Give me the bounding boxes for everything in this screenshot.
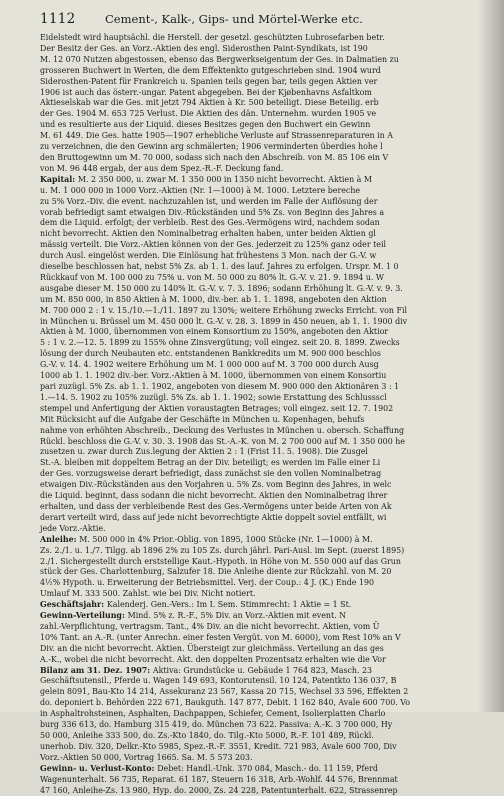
section-heading: Gewinn-Verteilung:: [40, 611, 128, 621]
text-line: [40, 33, 498, 44]
text-line: [40, 44, 498, 55]
line-text: burg 336 613, do. Hamburg 315 419, do. München 73 622. Passiva: A.-K. 3 700 000, Hy: [40, 720, 393, 730]
text-line: [40, 120, 498, 131]
text-line: [40, 415, 498, 426]
text-line: [40, 284, 498, 295]
text-line: [40, 142, 498, 153]
text-line: [40, 197, 498, 208]
text-line: [40, 426, 498, 437]
line-text: 10% Tant. an A.-R. (unter Anrechn. einer festen Vergüt. von M. 6000), vom Rest 10% an V: [40, 632, 401, 642]
line-text: Vorz.-Aktien 50 000, Vortrag 1665. Sa. M. 5 573 203.: [40, 752, 253, 762]
line-text: Rückl. beschloss die G.-V. v. 30. 3. 1908 das St.-A.-K. von M. 2 700 000 auf M. 1 350 000 he: [40, 436, 405, 446]
line-text: pari zuzügl. 5% Zs. ab 1. 1. 1902, angeboten von diesem M. 900 000 den Aktionären 3 : 1: [40, 382, 400, 391]
text-line: [40, 557, 498, 568]
line-text: 1906 ist auch das österr.-ungar. Patent abgegeben. Bei der Kjøbenhavns Asfaltkom: [40, 87, 372, 97]
document-body: [40, 33, 498, 796]
line-text: der Ges. 1904 M. 653 725 Verlust. Die Aktien des dän. Unternehm. wurden 1905 ve: [40, 109, 377, 119]
line-text: derart verteilt wird, dass auf jede nicht bevorrechtigte Aktie doppelt soviel entfällt, wi: [40, 512, 387, 522]
line-text: in Asphaltrohsteinen, Asphalten, Dachpappen, Schiefer, Cement, Isolierplatten Charlo: [40, 709, 386, 719]
text-line: [40, 109, 498, 120]
line-text: durch Ausl. eingelöst werden. Die Einlösung hat frühestens 3 Mon. nach der G.-V. w: [40, 251, 377, 261]
line-text: um M. 850 000, in 850 Aktien à M. 1000, div.-ber. ab 1. 1. 1898, angeboten den Aktion: [40, 294, 387, 304]
text-line: [40, 164, 498, 175]
line-text: lösung der durch Neubauten etc. entstandenen Bankkredits um M. 900 000 beschlos: [40, 349, 381, 359]
text-line: [40, 327, 498, 338]
line-text: jede Vorz.-Aktie.: [40, 523, 106, 533]
line-text: M. 12 070 Nutzen abgestossen, ebenso das Bergwerkseigentum der Ges. in Dalmatien zu: [40, 54, 399, 64]
section-heading: Kapital:: [40, 174, 78, 184]
text-line: [40, 349, 498, 360]
text-line: [40, 66, 498, 77]
line-text: M. 61 449. Die Ges. hatte 1905—1907 erhebliche Verluste auf Strassenreparaturen in A: [40, 131, 393, 141]
line-text: stempel und Anfertigung der Aktien voraustagten Betrages; voll eingez. seit 12. 7. 1902: [40, 403, 394, 413]
text-line: [40, 393, 498, 404]
line-text: M. 2 350 000, u. zwar M. 1 350 000 in 1350 nicht bevorrecht. Aktien à M: [77, 174, 372, 184]
line-text: ausgabe dieser M. 150 000 zu 140% lt. G.-V. v. 7. 3. 1896; sodann Erhöhung lt. G.-V. v. 9. 3.: [40, 283, 403, 293]
text-line: [40, 535, 498, 546]
line-text: Mind. 5% z. R.-F., 5% Div. an Vorz.-Aktien mit event. N: [127, 611, 347, 621]
line-text: Wagenunterhalt. 56 735, Reparat. 61 187, Steuern 16 318, Arb.-Wohlf. 44 576, Brennmat: [40, 774, 398, 784]
text-line: [40, 131, 498, 142]
text-line: [40, 611, 498, 622]
text-line: [40, 317, 498, 328]
line-text: 4½% Hypoth. u. Erweiterung der Betriebsmittel. Verj. der Coup.: 4 J. (K.) Ende 190: [40, 578, 375, 588]
text-line: [40, 578, 498, 589]
line-text: 1000 ab 1. 1. 1902 div.-ber. Vorz.-Aktien à M. 1000, übernommen von einem Konsortiu: [40, 371, 387, 381]
text-line: [40, 687, 498, 698]
line-text: Div. an die nicht bevorrecht. Aktien. Übersteigt zur gleichmäss. Verteilung an das ges: [40, 643, 384, 653]
text-line: [40, 437, 498, 448]
line-text: zu verzeichnen, die den Gewinn arg schmälerten; 1906 verminderten überdies hohe l: [40, 142, 383, 152]
text-line: [40, 55, 498, 66]
line-text: in München u. Brüssel um M. 450 000 lt. G.-V. v. 28. 3. 1899 in 450 neuen, ab 1. 1. 1900 div: [40, 316, 408, 326]
text-line: [40, 306, 498, 317]
line-text: 47 160, Anleihe-Zs. 13 980, Hyp. do. 2000, Zs. 24 228, Patentunterhalt. 622, Strassenrep: [40, 785, 398, 795]
line-text: zahl.-Verpflichtung, vertragsm. Tant., 4% Div. an die nicht bevorrecht. Aktien, vom Ü: [40, 621, 380, 631]
text-line: [40, 786, 498, 796]
text-line: [40, 218, 498, 229]
text-line: [40, 88, 498, 99]
text-line: [40, 371, 498, 382]
text-line: [40, 524, 498, 535]
line-text: Siderosthen-Patent für Frankreich u. Spanien teils gegen bar, teils gegen Aktien ver: [40, 76, 378, 86]
text-line: [40, 633, 498, 644]
line-text: erhalten, und dass der verbleibende Rest des Ges.-Vermögens unter beide Arten von Ak: [40, 501, 392, 511]
line-text: stück der Ges. Charlottenburg, Salzufer 18. Die Anleihe diente zur Rückzahl. von M. 20: [40, 567, 392, 577]
line-text: etwaigen Div.-Rückständen aus den Vorjahren u. 5% Zs. vom Beginn des Jahres, in welc: [40, 480, 392, 490]
line-text: unerhob. Div. 320, Delkr.-Kto 5985, Spez.-R.-F. 3551, Kredit. 721 983, Avale 600 700, Div: [40, 741, 397, 751]
text-line: [40, 698, 498, 709]
line-text: 2./1. Sichergestellt durch erststellige Kaut.-Hypoth. in Höhe von M. 550 000 auf das Grun: [40, 556, 401, 566]
line-text: 1.—14. 5. 1902 zu 105% zuzügl. 5% Zs. ab 1. 1. 1902; sowie Erstattung des Schlussscl: [40, 392, 387, 402]
section-heading: Geschäftsjahr:: [40, 600, 107, 610]
page-number: 1112: [40, 11, 76, 27]
section-heading: Anleihe:: [40, 534, 80, 544]
line-text: der Ges. vorzugsweise derart befriedigt, dass zunächst sie den vollen Nominalbetrag: [40, 469, 382, 479]
line-text: St.-A. bleiben mit doppeltem Betrag an der Div. beteiligt; es werden im Falle einer Li: [40, 458, 381, 468]
text-line: [40, 775, 498, 786]
line-text: grosseren Buchwert in Werten, die dem Effektenkto gutgeschrieben sind. 1904 wurd: [40, 65, 381, 75]
text-line: [40, 360, 498, 371]
text-line: [40, 295, 498, 306]
line-text: und es resultierte aus der Liquid. dieses Besitzes gegen den Buchwert ein Gewinn: [40, 120, 371, 130]
line-text: von M. 96 448 ergab, der aus dem Spez.-R.-F. Deckung fand.: [40, 163, 284, 173]
text-line: [40, 338, 498, 349]
text-line: [40, 98, 498, 109]
text-line: [40, 469, 498, 480]
text-line: [40, 622, 498, 633]
line-text: Aktien à M. 1000, übernommen von einem Konsortium zu 150%, angeboten den Aktior: [40, 327, 389, 337]
line-text: zu 5% Vorz.-Div. die event. nachzuzahlen ist, und werden im Falle der Auflösung der: [40, 196, 378, 206]
text-line: [40, 546, 498, 557]
line-text: do. deponiert b. Behörden 222 671, Baukguth. 147 877, Debit. 1 162 840, Avale 600 700. Vo: [40, 698, 410, 708]
line-text: vorab befriedigt samt etwaigen Div.-Rückständen und 5% Zs. von Beginn des Jahres a: [40, 207, 385, 217]
text-line: [40, 764, 498, 775]
text-line: [40, 589, 498, 600]
text-line: [40, 262, 498, 273]
text-line: [40, 240, 498, 251]
line-text: Geschäftsutensil., Pferde u. Wagen 149 693, Kontorutensil. 10 124, Patentkto 136 037, B: [40, 676, 397, 686]
text-line: [40, 742, 498, 753]
text-line: [40, 273, 498, 284]
text-line: [40, 676, 498, 687]
line-text: M. 500 000 in 4% Prior.-Oblig. von 1895, 1000 Stücke (Nr. 1—1000) à M.: [79, 534, 373, 544]
line-text: 5 : 1 v. 2.—12. 5. 1899 zu 155% ohne Zinsvergütung; voll eingez. seit 20. 8. 1899. Zwecks: [40, 338, 400, 348]
line-text: Zs. 2./1. u. 1./7. Tilgg. ab 1896 2% zu 105 Zs. durch jährl. Pari-Ausl. im Sept. (zuerst 1895): [40, 545, 405, 555]
text-line: [40, 709, 498, 720]
line-text: u. M. 1 000 000 in 1000 Vorz.-Aktien (Nr. 1—1000) à M. 1000. Letztere bereche: [40, 185, 361, 195]
text-line: [40, 229, 498, 240]
text-line: [40, 644, 498, 655]
line-text: dieselbe beschlossen hat, nebst 5% Zs. ab 1. 1. des lauf. Jahres zu erfolgen. Urspr. M. 1 0: [40, 262, 399, 272]
line-text: A.-K., wobei die nicht bevorrecht. Akt. den doppelten Prozentsatz erhalten wie die Vor: [40, 654, 386, 664]
line-text: Rückkauf von M. 100 000 zu 75% u. von M. 50 000 zu 80% lt. G.-V. v. 21. 9. 1894 u. W: [40, 272, 385, 282]
text-line: [40, 251, 498, 262]
section-heading: Gewinn- u. Verlust-Konto:: [40, 763, 158, 773]
line-text: mässig verteilt. Die Vorz.-Aktien können von der Ges. jederzeit zu 125% ganz oder teil: [40, 240, 387, 250]
line-text: M. 700 000 2 : 1 v. 15./10.—1./11. 1897 zu 130%; weitere Erhöhung zwecks Erricht. von Fil: [40, 305, 408, 315]
line-text: dem die Liquid. erfolgt; der verbleib. Rest des Ges.-Vermögens wird, nachdem sodan: [40, 218, 380, 228]
running-title: Cement-, Kalk-, Gips- und Mörtel-Werke etc.: [105, 12, 363, 26]
text-line: [40, 77, 498, 88]
text-line: [40, 458, 498, 469]
text-line: [40, 447, 498, 458]
text-line: [40, 502, 498, 513]
text-line: [40, 720, 498, 731]
text-line: [40, 404, 498, 415]
line-text: Umlauf M. 333 500. Zahlst. wie bei Div. Nicht notiert.: [40, 589, 256, 599]
line-text: die Liquid. beginnt, dass sodann die nicht bevorrecht. Aktien den Nominalbetrag ihrer: [40, 491, 388, 501]
line-text: G.-V. v. 14. 4. 1902 weitere Erhöhung um M. 1 000 000 auf M. 3 700 000 durch Ausg: [40, 360, 379, 370]
text-line: [40, 382, 498, 393]
line-text: Eidelstedt wird hauptsächl. die Herstell. der gesetzl. geschützten Lubrosefarben betr.: [40, 33, 385, 42]
text-line: [40, 208, 498, 219]
text-line: [40, 567, 498, 578]
text-line: [40, 186, 498, 197]
text-line: [40, 153, 498, 164]
line-text: 50 000, Anleihe 333 500, do. Zs.-Kto 1840, do. Tilg.-Kto 5000, R.-F. 101 489, Rückl.: [40, 731, 374, 740]
text-line: [40, 753, 498, 764]
text-line: [40, 480, 498, 491]
page-header: [40, 11, 490, 33]
text-line: [40, 731, 498, 742]
text-line: [40, 175, 498, 186]
line-text: Aktiva: Grundstücke u. Gebäude 1 764 823, Masch. 23: [152, 665, 373, 675]
line-text: Der Besitz der Ges. an Vorz.-Aktien des engl. Siderosthen Paint-Syndikats, ist 190: [40, 43, 368, 53]
text-line: [40, 491, 498, 502]
line-text: Mit Rücksicht auf die Aufgabe der Geschäfte in München u. Kopenhagen, behufs: [40, 414, 365, 424]
section-heading: Bilanz am 31. Dez. 1907:: [40, 665, 153, 675]
line-text: nicht bevorrecht. Aktien den Nominalbetrag erhalten haben, unter beiden Aktien gl: [40, 229, 376, 239]
line-text: den Bruttogewinn um M. 70 000, sodass sich nach den Abschreib. von M. 85 106 ein V: [40, 152, 389, 162]
line-text: gelein 8091, Bau-Kto 14 214, Assekuranz 23 567, Kassa 20 715, Wechsel 33 596, Effekten 2: [40, 687, 409, 697]
line-text: zusetzen u. zwar durch Zus.legung der Aktien 2 : 1 (Frist 11. 5. 1908). Die Zusgel: [40, 447, 368, 457]
text-line: [40, 655, 498, 666]
text-line: [40, 600, 498, 611]
text-line: [40, 513, 498, 524]
line-text: Aktieselskab war die Ges. mit jetzt 794 Aktien à Kr. 500 beteiligt. Diese Beteilig. erb: [40, 98, 379, 108]
text-line: [40, 666, 498, 677]
line-text: nahme von erhöhten Abschreib., Deckung des Verlustes in München u. obersch. Schaffung: [40, 425, 405, 435]
line-text: Debet: Handl.-Unk. 370 084, Masch.- do. 11 159, Pferd: [157, 763, 378, 773]
line-text: Kalenderj. Gen.-Vers.: Im I. Sem. Stimmrecht: 1 Aktie = 1 St.: [106, 600, 352, 610]
